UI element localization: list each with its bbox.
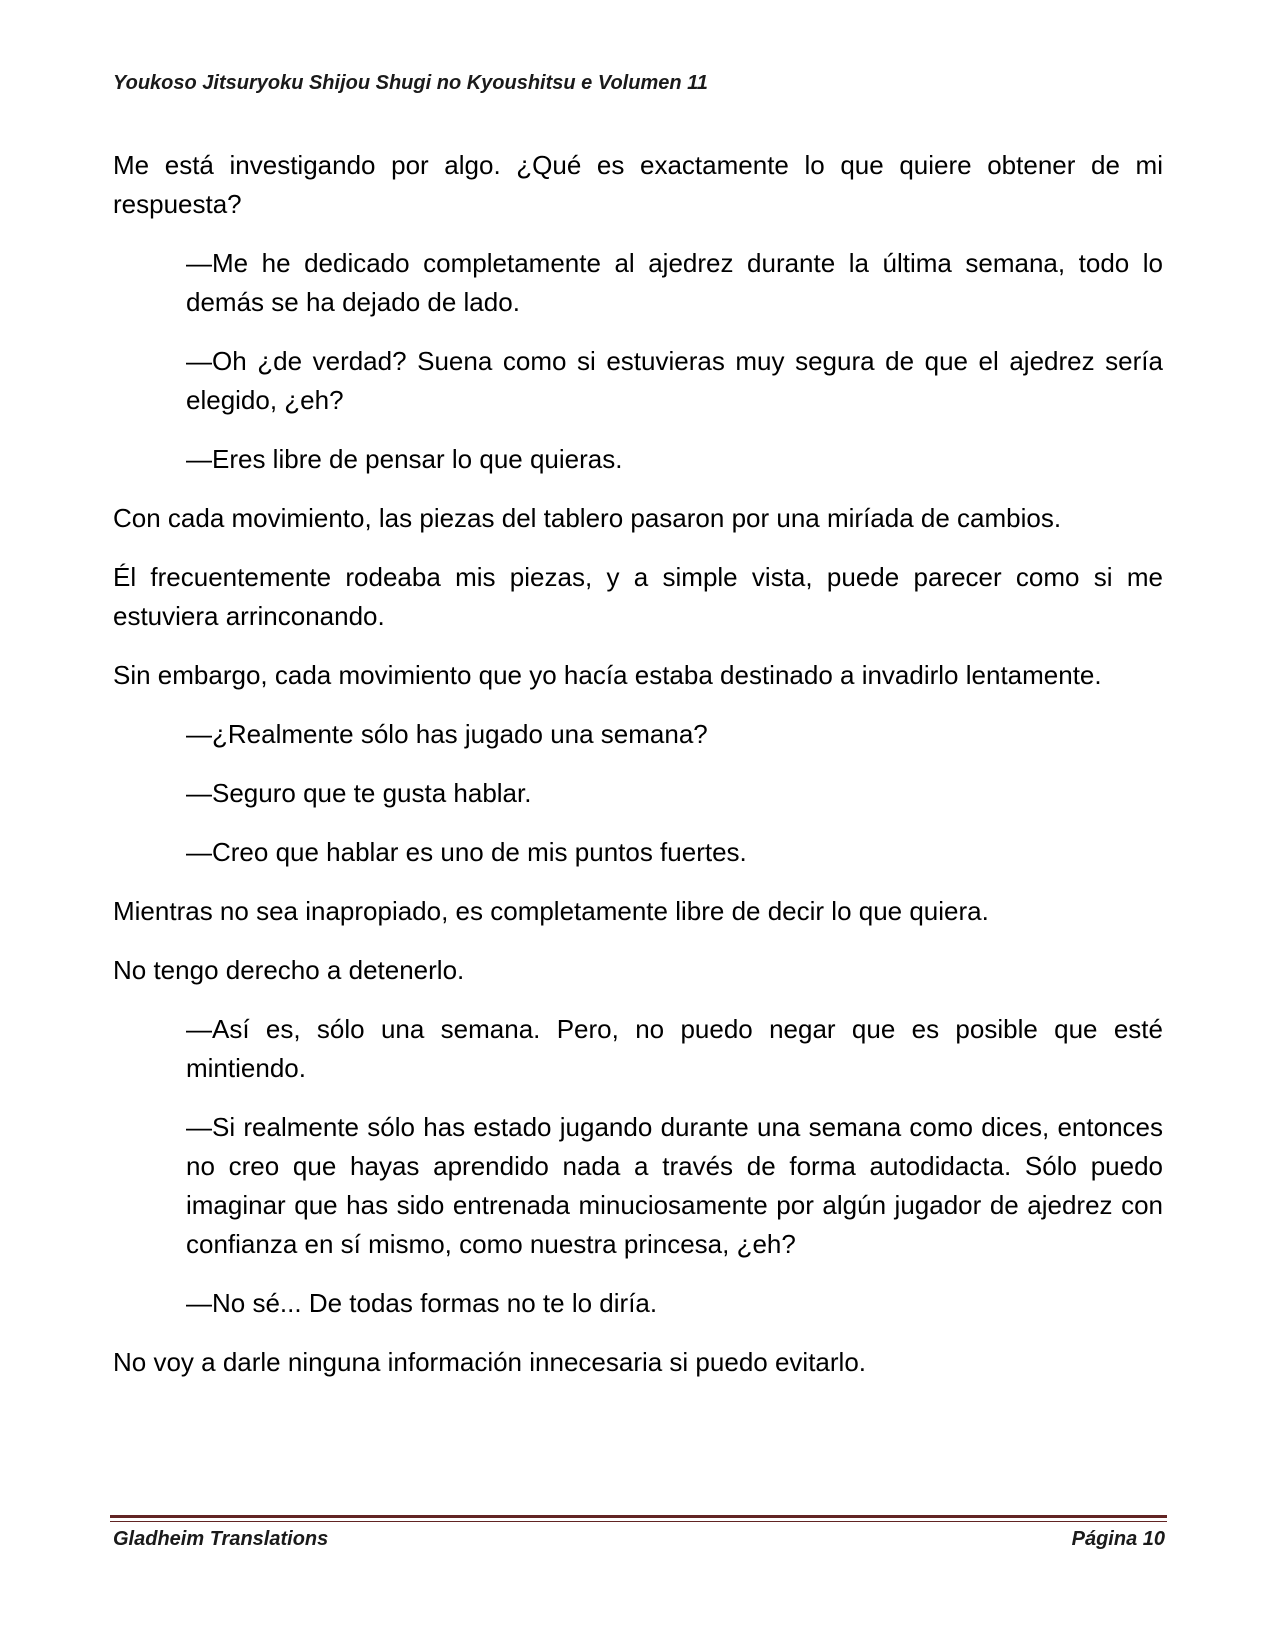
footer-page-number: Página 10 (1071, 1528, 1165, 1550)
footer-divider (110, 1515, 1167, 1518)
dialogue-line: —Oh ¿de verdad? Suena como si estuvieras muy segura de que el ajedrez sería elegido, ¿eh? (186, 346, 1163, 415)
paragraph: No tengo derecho a detenerlo. (113, 955, 465, 985)
paragraph: Mientras no sea inapropiado, es completamente libre de decir lo que quiera. (113, 896, 989, 926)
dialogue-line: —No sé... De todas formas no te lo diría. (186, 1288, 658, 1318)
page-header-title: Youkoso Jitsuryoku Shijou Shugi no Kyoushitsu e Volumen 11 (113, 72, 708, 94)
footer-divider-thin (110, 1521, 1167, 1522)
document-body (113, 146, 1163, 1402)
footer-translator: Gladheim Translations (113, 1528, 329, 1550)
paragraph: No voy a darle ninguna información innecesaria si puedo evitarlo. (113, 1347, 866, 1377)
paragraph: Él frecuentemente rodeaba mis piezas, y a simple vista, puede parecer como si me estuviera arrinconando. (113, 562, 1163, 631)
dialogue-line: —Así es, sólo una semana. Pero, no puedo negar que es posible que esté mintiendo. (186, 1014, 1163, 1083)
dialogue-line: —Si realmente sólo has estado jugando durante una semana como dices, entonces no creo que hayas aprendido nada a través de forma autodidacta. Sólo puedo imaginar que has sido entrenada minuciosamente por algún jugador de ajedrez con confianza en sí mismo, como nuestra princesa, ¿eh? (186, 1112, 1163, 1259)
dialogue-line: —¿Realmente sólo has jugado una semana? (186, 719, 708, 749)
paragraph: Con cada movimiento, las piezas del tablero pasaron por una miríada de cambios. (113, 503, 1062, 533)
dialogue-line: —Me he dedicado completamente al ajedrez durante la última semana, todo lo demás se ha dejado de lado. (186, 248, 1163, 317)
dialogue-line: —Eres libre de pensar lo que quieras. (186, 444, 623, 474)
dialogue-line: —Creo que hablar es uno de mis puntos fuertes. (186, 837, 747, 867)
paragraph: Me está investigando por algo. ¿Qué es exactamente lo que quiere obtener de mi respuesta? (113, 150, 1163, 219)
paragraph: Sin embargo, cada movimiento que yo hacía estaba destinado a invadirlo lentamente. (113, 660, 1102, 690)
dialogue-line: —Seguro que te gusta hablar. (186, 778, 532, 808)
